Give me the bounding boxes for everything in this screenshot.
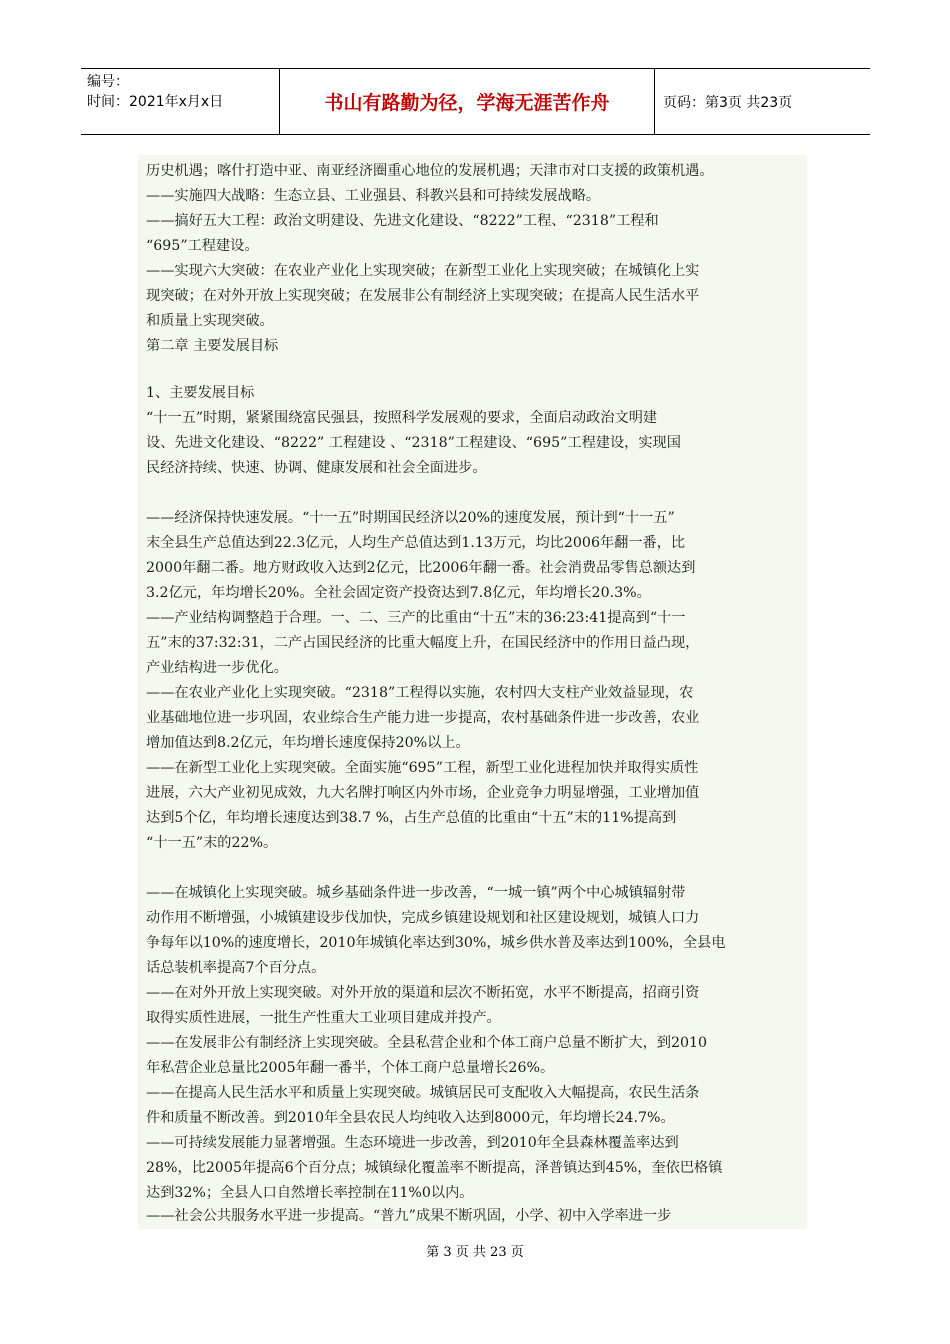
body-line: 历史机遇；喀什打造中亚、南亚经济圈重心地位的发展机遇；天津市对口支援的政策机遇。 [146,163,714,179]
body-line: ——在发展非公有制经济上实现突破。全县私营企业和个体工商户总量不断扩大，到2010 [146,1035,708,1051]
body-line: 五”末的37:32:31，二产占国民经济的比重大幅度上升，在国民经济中的作用日益凸现， [146,635,700,651]
body-line: “695”工程建设。 [146,238,259,254]
body-line: 28%，比2005年提高6个百分点；城镇绿化覆盖率不断提高，泽普镇达到45%，奎依巴格镇 [146,1160,723,1176]
body-line: ——产业结构调整趋于合理。一、二、三产的比重由“十五”末的36:23:41提高到“十一 [146,610,686,626]
body-line: 达到5个亿，年均增长速度达到38.7 %，占生产总值的比重由“十五”末的11%提高到 [146,810,677,826]
body-line: ——在农业产业化上实现突破。“2318”工程得以实施，农村四大支柱产业效益显现，农 [146,685,694,701]
page-header [81,68,870,135]
body-line: ——在对外开放上实现突破。对外开放的渠道和层次不断拓宽，水平不断提高，招商引资 [146,985,700,1001]
body-line: 动作用不断增强，小城镇建设步伐加快，完成乡镇建设规划和社区建设规划，城镇人口力 [146,910,700,926]
body-line: ——在城镇化上实现突破。城乡基础条件进一步改善，“一城一镇”两个中心城镇辐射带 [146,885,686,901]
header-motto: 书山有路勤为径，学海无涯苦作舟 [280,69,655,134]
body-line: ——实施四大战略：生态立县、工业强县、科教兴县和可持续发展战略。 [146,188,601,204]
body-line: 件和质量不断改善。到2010年全县农民人均纯收入达到8000元，年均增长24.7%。 [146,1110,675,1126]
time-label: 时间：2021年x月x日 [87,94,224,110]
body-line: 达到32%；全县人口自然增长率控制在11%0以内。 [146,1185,474,1201]
body-line: 争每年以10%的速度增长，2010年城镇化率达到30%，城乡供水普及率达到100%，全县电 [146,935,726,951]
body-line: 和质量上实现突破。 [146,313,274,329]
body-line: 3.2亿元，年均增长20%。全社会固定资产投资达到7.8亿元，年均增长20.3%。 [146,585,651,601]
body-line: 取得实质性进展，一批生产性重大工业项目建成并投产。 [146,1010,501,1026]
number-label: 编号： [87,74,129,90]
body-line: 年私营企业总量比2005年翻一番半，个体工商户总量增长26%。 [146,1060,555,1076]
body-line: ——经济保持快速发展。“十一五”时期国民经济以20%的速度发展，预计到“十一五” [146,510,675,526]
body-line: ——在新型工业化上实现突破。全面实施“695”工程，新型工业化进程加快并取得实质性 [146,760,699,776]
page-footer: 第 3 页 共 23 页 [426,1245,524,1260]
body-line: 增加值达到8.2亿元，年均增长速度保持20%以上。 [146,735,470,751]
body-line: 现突破；在对外开放上实现突破；在发展非公有制经济上实现突破；在提高人民生活水平 [146,288,700,304]
body-line: 业基础地位进一步巩固，农业综合生产能力进一步提高，农村基础条件进一步改善，农业 [146,710,700,726]
header-meta [81,69,280,134]
body-line: 话总装机率提高7个百分点。 [146,960,326,976]
body-line: ——搞好五大工程：政治文明建设、先进文化建设、“8222”工程、“2318”工程和 [146,213,659,229]
body-line: 末全县生产总值达到22.3亿元，人均生产总值达到1.13万元，均比2006年翻一番，比 [146,535,686,551]
body-line: 产业结构进一步优化。 [146,660,288,676]
body-line: ——实现六大突破：在农业产业化上实现突破；在新型工业化上实现突破；在城镇化上实 [146,263,700,279]
body-line: “十一五”末的22%。 [146,835,278,851]
body-line: 2000年翻二番。地方财政收入达到2亿元，比2006年翻一番。社会消费品零售总额达到 [146,560,696,576]
body-line: 民经济持续、快速、协调、健康发展和社会全面进步。 [146,460,487,476]
body-line: “十一五”时期，紧紧围绕富民强县，按照科学发展观的要求，全面启动政治文明建 [146,410,658,426]
body-line: ——可持续发展能力显著增强。生态环境进一步改善，到2010年全县森林覆盖率达到 [146,1135,679,1151]
body-line: 进展，六大产业初见成效，九大名牌打响区内外市场，企业竞争力明显增强，工业增加值 [146,785,700,801]
header-page-code: 页码：第3页 共23页 [663,94,793,111]
body-line: 设、先进文化建设、“8222” 工程建设 、“2318”工程建设、“695”工程建设，实现国 [146,435,681,451]
document-body [138,155,807,1229]
body-line: ——在提高人民生活水平和质量上实现突破。城镇居民可支配收入大幅提高，农民生活条 [146,1085,700,1101]
body-line: 1、主要发展目标 [146,385,255,401]
body-line: ——社会公共服务水平进一步提高。“普九”成果不断巩固，小学、初中入学率进一步 [146,1208,672,1224]
body-line [146,856,806,881]
body-line [146,481,806,506]
body-line: 第二章 主要发展目标 [146,338,279,354]
